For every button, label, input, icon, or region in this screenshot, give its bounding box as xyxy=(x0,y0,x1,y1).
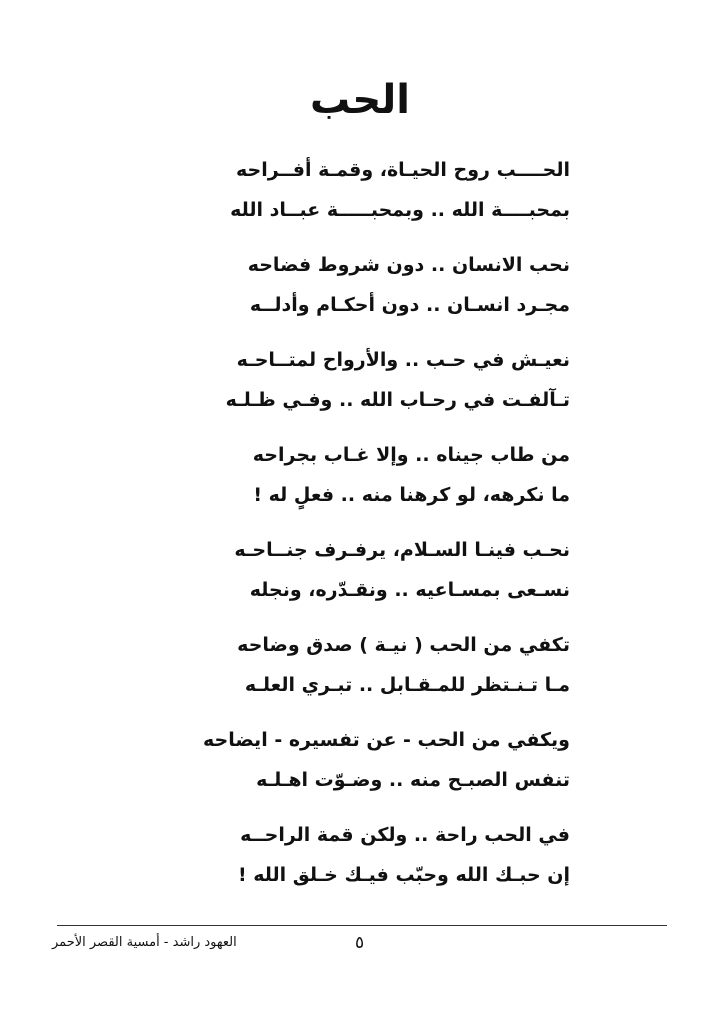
verse-line: تنفس الصبـح منه .. وضـوّت اهـلـه xyxy=(256,769,570,791)
stanza xyxy=(130,158,570,253)
page-title: الحب xyxy=(310,77,410,123)
verse-line: ويكفي من الحب - عن تفسيره - ايضاحه xyxy=(202,729,570,751)
poem-body xyxy=(130,158,570,918)
page-number: ٥ xyxy=(355,933,365,953)
verse-line: نسـعى بمسـاعيه .. ونقـدّره، ونجله xyxy=(249,579,570,601)
verse-line: في الحب راحة .. ولكن قمة الراحــه xyxy=(240,824,570,846)
stanza xyxy=(130,823,570,918)
verse-line: نعيـش في حـب .. والأرواح لمتــاحـه xyxy=(236,349,570,371)
footer-credit: العهود راشد - أمسية القصر الأحمر xyxy=(52,935,237,950)
stanza xyxy=(130,348,570,443)
stanza xyxy=(130,728,570,823)
stanza xyxy=(130,443,570,538)
stanza xyxy=(130,538,570,633)
verse-line: تكفي من الحب ( نيـة ) صدق وضاحه xyxy=(237,634,570,656)
verse-line: نحب الانسان .. دون شروط فضاحه xyxy=(247,254,570,276)
verse-line: مـا تـنـتظر للمـقـابل .. تبـري العلـه xyxy=(244,674,570,696)
verse-line: من طاب جيناه .. وإلا غـاب بجراحه xyxy=(252,444,570,466)
stanza xyxy=(130,253,570,348)
stanza xyxy=(130,633,570,728)
verse-line: تـآلفـت في رحـاب الله .. وفـي ظـلـه xyxy=(225,389,570,411)
verse-line: إن حبـك الله وحبّب فيـك خـلق الله ! xyxy=(237,864,570,886)
footer-divider xyxy=(57,925,667,926)
verse-line: بمحبــــة الله .. وبمحبـــــة عبــاد الله xyxy=(230,199,570,221)
verse-line: الحــــب روح الحيـاة، وقمـة أفــراحه xyxy=(236,159,570,181)
verse-line: ما نكرهه، لو كرهنا منه .. فعلٍ له ! xyxy=(253,484,570,506)
verse-line: نحـب فينـا السـلام، يرفـرف جنــاحـه xyxy=(234,539,570,561)
verse-line: مجـرد انسـان .. دون أحكـام وأدلــه xyxy=(249,294,570,316)
